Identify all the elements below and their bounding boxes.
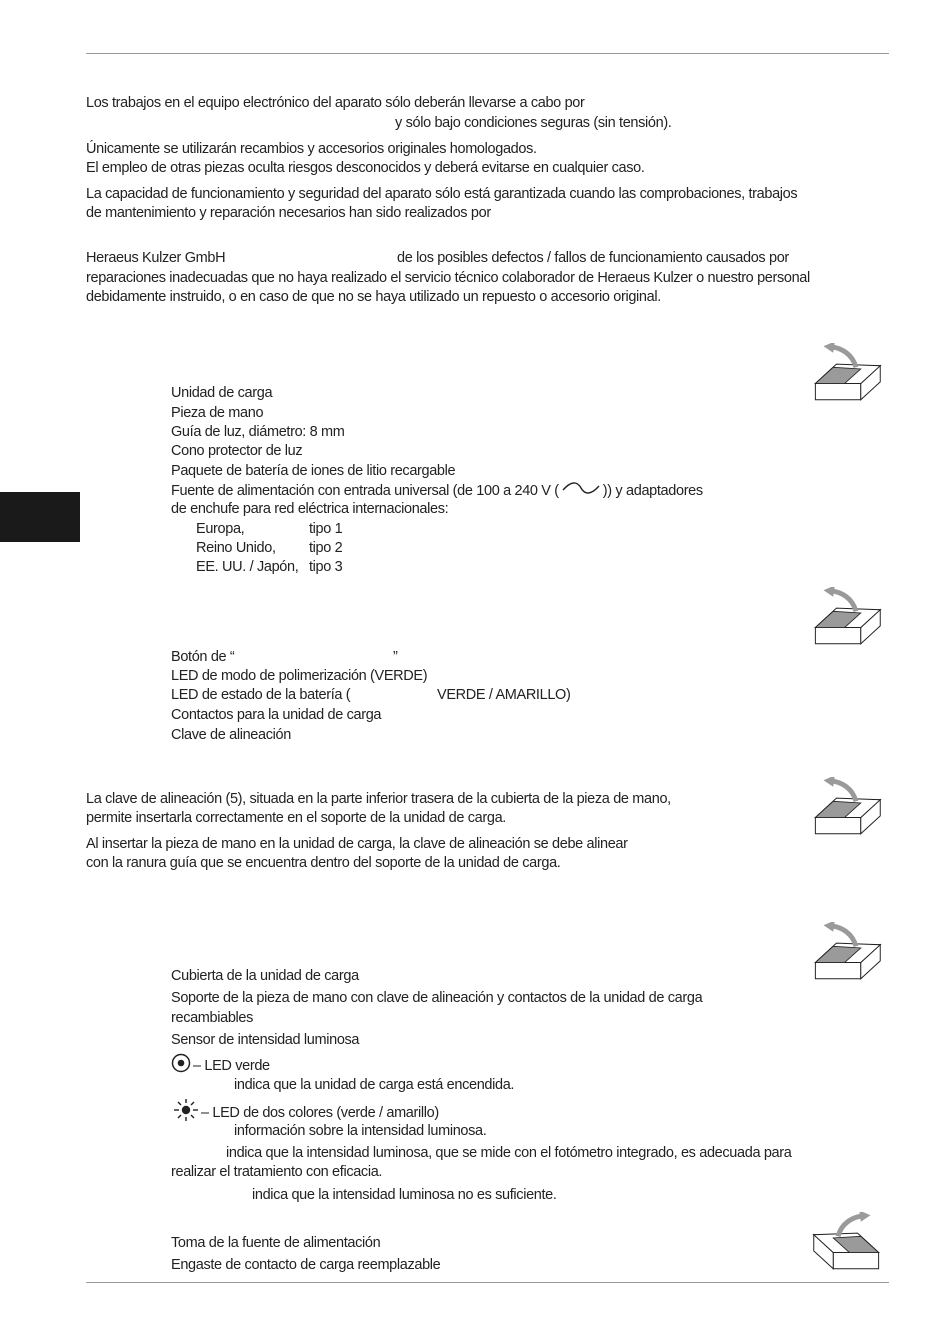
psu-text-pre: Fuente de alimentación con entrada universal (de 100 a 240 V ( <box>171 482 559 499</box>
para-3-line-2: de mantenimiento y reparación necesarios han sido realizados por <box>86 205 491 221</box>
charger-sensor: Sensor de intensidad luminosa <box>171 1032 360 1048</box>
handpiece-button-open: Botón de “ <box>171 649 235 665</box>
chapter-tab <box>0 492 80 542</box>
content-item-5: Paquete de batería de iones de litio recargable <box>171 463 456 479</box>
charger-ok-line-2: realizar el tratamiento con eficacia. <box>171 1164 383 1180</box>
content-item-psu <box>171 481 703 501</box>
psu-text-post: )) y adaptadores <box>602 482 703 499</box>
charger-holder-line-2: recambiables <box>171 1010 254 1026</box>
para-1-line-2: y sólo bajo condiciones seguras (sin tensión). <box>395 115 672 131</box>
para-1-line-1: Los trabajos en el equipo electrónico del aparato sólo deberán llevarse a cabo por <box>86 95 585 111</box>
adapter-region-1: Europa, <box>196 521 245 537</box>
ac-wave-icon <box>559 481 603 501</box>
alignment-p2-line-2: con la ranura guía que se encuentra dentro del soporte de la unidad de carga. <box>86 855 561 871</box>
adapter-region-2: Reino Unido, <box>196 540 276 556</box>
charger-cover: Cubierta de la unidad de carga <box>171 968 359 984</box>
handpiece-led-batt-post: VERDE / AMARILLO) <box>437 687 571 703</box>
circle-dot-icon <box>171 1053 193 1079</box>
adapter-region-3: EE. UU. / Japón, <box>196 559 299 575</box>
led-bicolor-label: – LED de dos colores (verde / amarillo) <box>201 1104 439 1121</box>
page-flip-icon <box>804 587 890 647</box>
alignment-p2-line-1: Al insertar la pieza de mano en la unidad de carga, la clave de alineación se debe alinear <box>86 836 628 852</box>
content-item-3: Guía de luz, diámetro: 8 mm <box>171 424 345 440</box>
content-item-1: Unidad de carga <box>171 385 273 401</box>
footer-rule <box>86 1282 889 1283</box>
para-2-line-2: El empleo de otras piezas oculta riesgos desconocidos y deberá evitarse en cualquier caso. <box>86 160 645 176</box>
content-item-4: Cono protector de luz <box>171 443 303 459</box>
charger-contact: Engaste de contacto de carga reemplazable <box>171 1257 441 1273</box>
charger-insufficient: indica que la intensidad luminosa no es suficiente. <box>252 1187 557 1203</box>
adapter-type-1: tipo 1 <box>309 521 343 537</box>
page-flip-icon <box>804 777 890 837</box>
para-3-line-1: La capacidad de funcionamiento y seguridad del aparato sólo está garantizada cuando las comprobaciones, trabajos <box>86 186 798 202</box>
para-4-line-3: debidamente instruido, o en caso de que no se haya utilizado un repuesto o accesorio original. <box>86 289 661 305</box>
handpiece-contacts: Contactos para la unidad de carga <box>171 707 382 723</box>
charger-ok-line-1: indica que la intensidad luminosa, que se mide con el fotómetro integrado, es adecuada para <box>226 1145 792 1161</box>
page-flip-icon <box>804 922 890 982</box>
content-item-2: Pieza de mano <box>171 405 264 421</box>
handpiece-led-mode: LED de modo de polimerización (VERDE) <box>171 668 428 684</box>
charger-led-bicolor-desc: información sobre la intensidad luminosa. <box>234 1123 487 1139</box>
led-green-label: – LED verde <box>193 1057 270 1074</box>
alignment-p1-line-1: La clave de alineación (5), situada en la parte inferior trasera de la cubierta de la pieza de mano, <box>86 791 671 807</box>
adapter-type-3: tipo 3 <box>309 559 343 575</box>
handpiece-key: Clave de alineación <box>171 727 291 743</box>
para-4-line-1: de los posibles defectos / fallos de funcionamiento causados por <box>397 250 789 266</box>
page-flip-icon <box>804 1212 890 1272</box>
para-2-line-1: Únicamente se utilizarán recambios y accesorios originales homologados. <box>86 141 537 157</box>
header-rule <box>86 53 889 54</box>
para-4-line-2: reparaciones inadecuadas que no haya realizado el servicio técnico colaborador de Heraeus Kulzer o nuestro personal <box>86 270 810 286</box>
charger-holder-line-1: Soporte de la pieza de mano con clave de alineación y contactos de la unidad de carga <box>171 990 703 1006</box>
alignment-p1-line-2: permite insertarla correctamente en el soporte de la unidad de carga. <box>86 810 506 826</box>
sun-burst-icon <box>171 1098 201 1128</box>
page-flip-icon <box>804 343 890 403</box>
content-item-psu-line-2: de enchufe para red eléctrica internacionales: <box>171 501 449 517</box>
adapter-type-2: tipo 2 <box>309 540 343 556</box>
company-name: Heraeus Kulzer GmbH <box>86 250 226 266</box>
handpiece-button-close: ” <box>393 649 398 665</box>
charger-led-green-desc: indica que la unidad de carga está encendida. <box>234 1077 515 1093</box>
charger-socket: Toma de la fuente de alimentación <box>171 1235 381 1251</box>
handpiece-led-batt-pre: LED de estado de la batería ( <box>171 687 351 703</box>
